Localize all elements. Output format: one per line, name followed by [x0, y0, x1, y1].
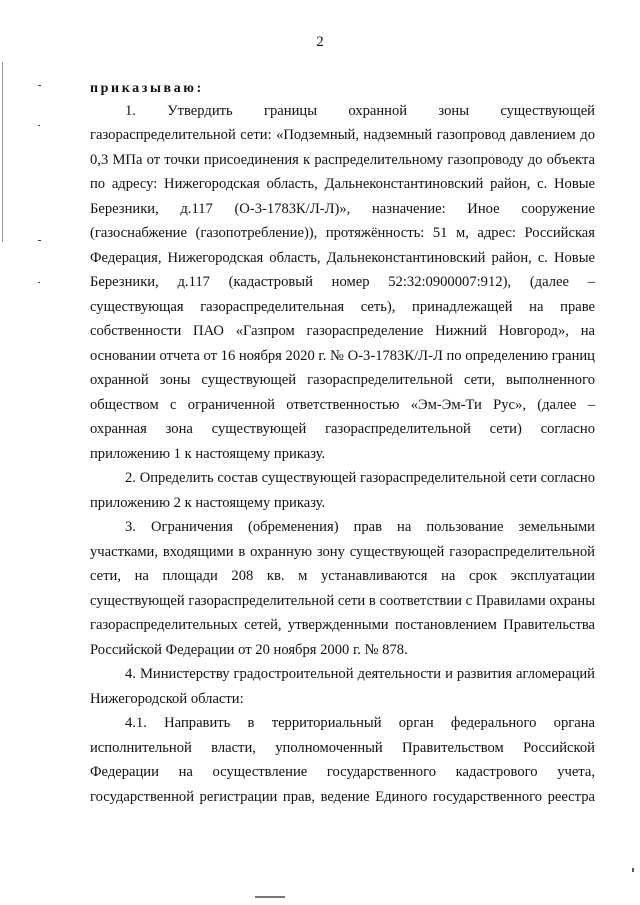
- margin-mark: [38, 240, 41, 241]
- text-line: обществом с ограниченной ответственностью «Эм-Эм-Ти Рус», (далее –: [90, 397, 595, 413]
- margin-mark: [38, 282, 40, 283]
- text-line: охранная зона существующей газораспределительной сети) согласно: [90, 421, 595, 437]
- text-line: 2. Определить состав существующей газораспределительной сети согласно: [125, 470, 595, 486]
- text-line: 1. Утвердить границы охранной зоны существующей: [125, 103, 595, 119]
- text-line: по адресу: Нижегородская область, Дальнеконстантиновский район, с. Новые: [90, 176, 595, 192]
- margin-mark: [38, 85, 41, 86]
- text-line: существующая газораспределительная сеть), принадлежащей на праве: [90, 299, 595, 315]
- text-line: основании отчета от 16 ноября 2020 г. № О-3-1783К/Л-Л по определению границ: [90, 348, 595, 364]
- text-line: собственности ПАО «Газпром газораспределение Нижний Новгород», на: [90, 323, 595, 339]
- text-line: 4. Министерству градостроительной деятельности и развития агломераций: [125, 666, 595, 682]
- text-line: газораспределительных сетей, утвержденными постановлением Правительства: [90, 617, 595, 633]
- text-line: Российской Федерации от 20 ноября 2000 г. № 878.: [90, 642, 408, 658]
- text-line: Березники, д.117 (О-3-1783К/Л-Л)», назначение: Иное сооружение: [90, 201, 595, 217]
- text-line: 4.1. Направить в территориальный орган федерального органа: [125, 715, 595, 731]
- text-line: сети, на площади 208 кв. м устанавливаются на срок эксплуатации: [90, 568, 595, 584]
- text-line: 0,3 МПа от точки присоединения к распределительному газопроводу до объекта: [90, 152, 595, 168]
- text-line: Федерация, Нижегородская область, Дальнеконстантиновский район, с. Новые: [90, 250, 595, 266]
- text-line: Нижегородской области:: [90, 691, 244, 707]
- text-line: существующей газораспределительной сети в соответствии с Правилами охраны: [90, 593, 595, 609]
- text-line: (газоснабжение (газопотребление)), протяжённость: 51 м, адрес: Российская: [90, 225, 595, 241]
- scan-artifact: [632, 868, 634, 872]
- text-line: исполнительной власти, уполномоченный Правительством Российской: [90, 740, 595, 756]
- text-line: Федерации на осуществление государственного кадастрового учета,: [90, 764, 595, 780]
- scan-edge-line: [2, 62, 3, 242]
- text-line: государственной регистрации прав, ведение Единого государственного реестра: [90, 789, 595, 805]
- order-heading: приказываю:: [90, 81, 204, 96]
- text-line: Березники, д.117 (кадастровый номер 52:32:0900007:912), (далее –: [90, 274, 595, 290]
- text-line: участками, входящими в охранную зону существующей газораспределительной: [90, 544, 595, 560]
- margin-mark: [38, 125, 40, 126]
- text-line: приложению 2 к настоящему приказу.: [90, 495, 326, 511]
- scan-artifact: [255, 896, 285, 898]
- text-line: 3. Ограничения (обременения) прав на пользование земельными: [125, 519, 595, 535]
- page-number: 2: [316, 34, 324, 50]
- text-line: приложению 1 к настоящему приказу.: [90, 446, 326, 462]
- text-line: газораспределительной сети: «Подземный, надземный газопровод давлением до: [90, 127, 595, 143]
- text-line: охранной зоны существующей газораспределительной сети, выполненного: [90, 372, 595, 388]
